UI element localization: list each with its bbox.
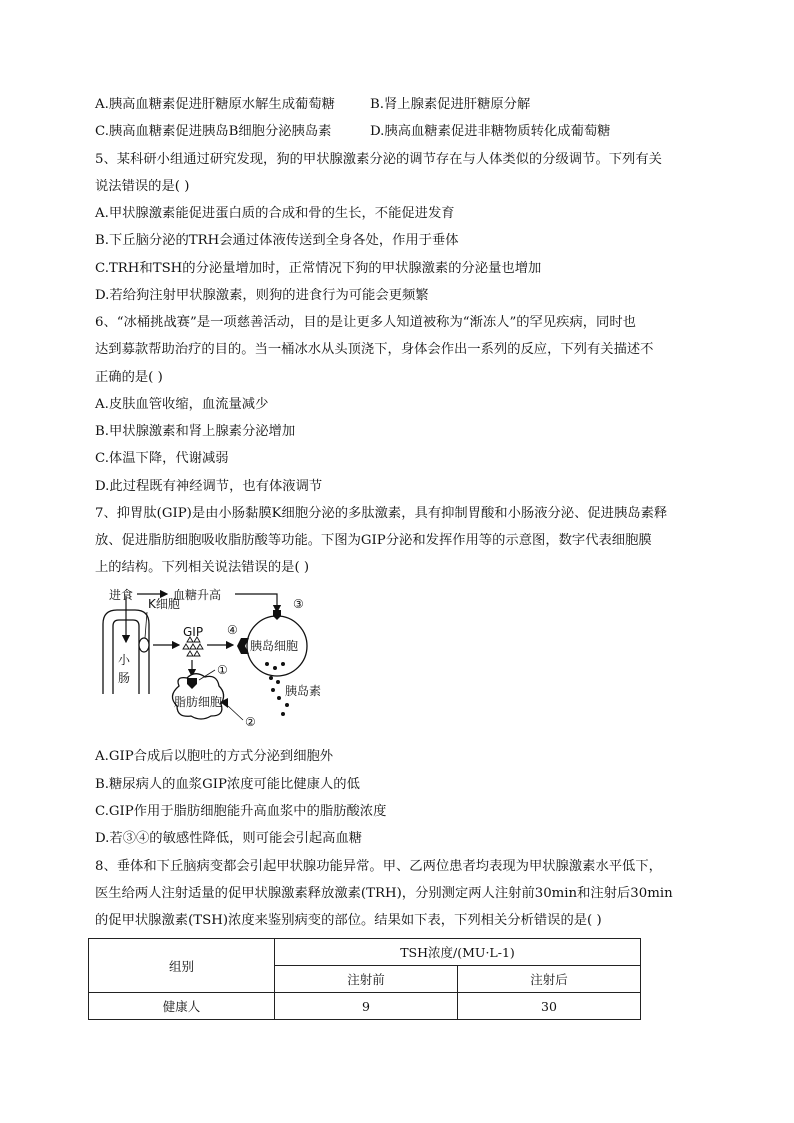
num-2: ② — [245, 715, 256, 729]
num-3: ③ — [293, 597, 304, 611]
group-header: 组别 — [89, 939, 275, 993]
q4-options-cd — [95, 123, 611, 141]
q8-stem-3: 的促甲状腺激素(TSH)浓度来鉴别病变的部位。结果如下表，下列相关分析错误的是( ) — [95, 913, 602, 928]
q7-stem-3: 上的结构。下列相关说法错误的是( ) — [95, 560, 310, 575]
q4-option-a: A.胰高血糖素促进肝糖原水解生成葡萄糖 — [95, 97, 335, 112]
row-after: 30 — [458, 993, 641, 1020]
q7-option-b: B.糖尿病人的血浆GIP浓度可能比健康人的低 — [95, 777, 360, 792]
q5-option-c: C.TRH和TSH的分泌量增加时，正常情况下狗的甲状腺激素的分泌量也增加 — [95, 261, 542, 276]
q7-option-d: D.若③④的敏感性降低，则可能会引起高血糖 — [95, 831, 363, 846]
tsh-header: TSH浓度/(MU·L-1) — [275, 939, 641, 966]
q6-option-b: B.甲状腺激素和肾上腺素分泌增加 — [95, 424, 296, 439]
row-before: 9 — [275, 993, 458, 1020]
k-cell-label: K细胞 — [148, 597, 180, 611]
q6-option-a: A.皮肤血管收缩，血流量减少 — [95, 397, 269, 412]
q6-stem-1: 6、“冰桶挑战赛”是一项慈善活动，目的是让更多人知道被称为“渐冻人”的罕见疾病，同时也 — [95, 315, 636, 330]
q4-option-d: D.胰高血糖素促进非糖物质转化成葡萄糖 — [370, 124, 611, 139]
table-row — [89, 993, 641, 1020]
tsh-table — [88, 938, 641, 1020]
insulin-label: 胰岛素 — [285, 684, 322, 698]
q5-stem-1: 5、某科研小组通过研究发现，狗的甲状腺激素分泌的调节存在与人体类似的分级调节。下列有关 — [95, 152, 662, 167]
receptor-2-pointer — [228, 706, 243, 720]
num-1: ① — [217, 663, 228, 677]
q6-option-d: D.此过程既有神经调节，也有体液调节 — [95, 479, 323, 494]
gip-label: GIP — [183, 625, 204, 639]
k-cell-pointer — [145, 612, 147, 638]
eat-label: 进食 — [109, 588, 134, 602]
q6-stem-2: 达到募款帮助治疗的目的。当一桶冰水从头顶浇下，身体会作出一系列的反应，下列有关描述不 — [95, 342, 654, 357]
gip-diagram — [95, 582, 335, 742]
intestine-label-2: 肠 — [118, 671, 131, 685]
q5-option-b: B.下丘脑分泌的TRH会通过体液传送到全身各处，作用于垂体 — [95, 233, 459, 248]
q4-options-ab — [95, 96, 531, 114]
fat-cell-label: 脂肪细胞 — [174, 695, 223, 709]
blood-sugar-arrow — [235, 594, 277, 612]
after-header: 注射后 — [458, 966, 641, 993]
intestine-label-1: 小 — [118, 653, 131, 667]
q8-stem-1: 8、垂体和下丘脑病变都会引起甲状腺功能异常。甲、乙两位患者均表现为甲状腺激素水平低下， — [95, 859, 662, 874]
blood-sugar-label: 血糖升高 — [173, 588, 222, 602]
q4-option-b: B.肾上腺素促进肝糖原分解 — [370, 97, 531, 112]
row-group: 健康人 — [89, 993, 275, 1020]
gip-molecules — [183, 637, 203, 656]
num-4: ④ — [227, 623, 238, 637]
q7-option-c: C.GIP作用于脂肪细胞能升高血浆中的脂肪酸浓度 — [95, 804, 387, 819]
before-header: 注射前 — [275, 966, 458, 993]
k-cell — [139, 638, 149, 652]
q7-stem-1: 7、抑胃肽(GIP)是由小肠黏膜K细胞分泌的多肽激素，具有抑制胃酸和小肠液分泌、促进胰岛素释 — [95, 506, 668, 521]
islet-cell-label: 胰岛细胞 — [250, 639, 299, 653]
q7-option-a: A.GIP合成后以胞吐的方式分泌到细胞外 — [95, 749, 334, 764]
q7-stem-2: 放、促进脂肪细胞吸收脂肪酸等功能。下图为GIP分泌和发挥作用等的示意图，数字代表细胞膜 — [95, 533, 652, 548]
q5-option-a: A.甲状腺激素能促进蛋白质的合成和骨的生长，不能促进发育 — [95, 206, 455, 221]
q5-option-d: D.若给狗注射甲状腺激素，则狗的进食行为可能会更频繁 — [95, 288, 429, 303]
q6-option-c: C.体温下降，代谢减弱 — [95, 451, 229, 466]
q5-stem-2: 说法错误的是( ) — [95, 179, 190, 194]
q4-option-c: C.胰高血糖素促进胰岛B细胞分泌胰岛素 — [95, 124, 332, 139]
q8-stem-2: 医生给两人注射适量的促甲状腺激素释放激素(TRH)，分别测定两人注射前30min和注射后30min — [95, 886, 673, 901]
q6-stem-3: 正确的是( ) — [95, 370, 163, 385]
